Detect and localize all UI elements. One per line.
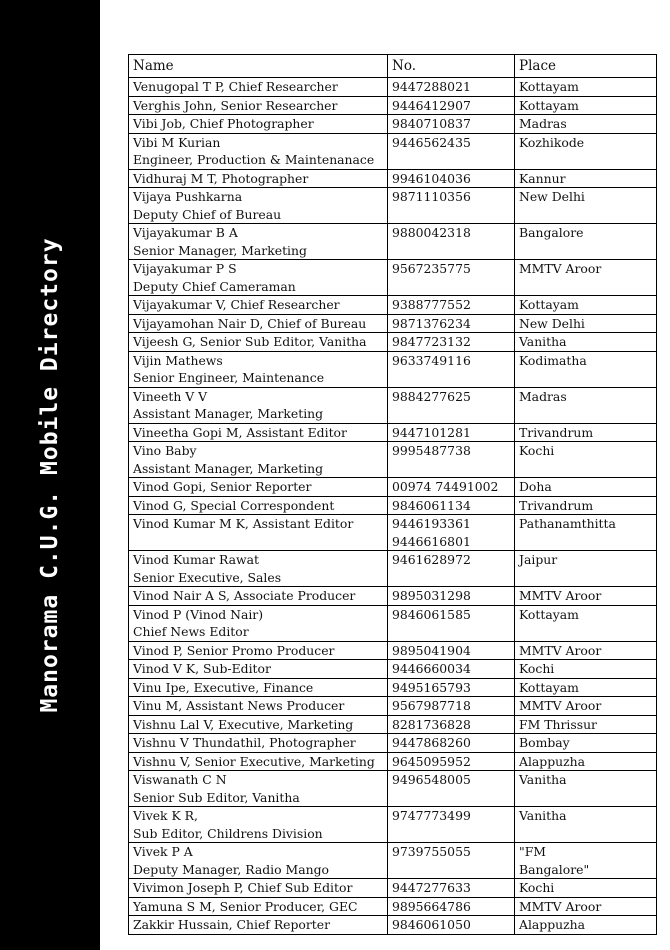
- cell-line: Vinu Ipe, Executive, Finance: [133, 679, 314, 695]
- cell-line: Zakkir Hussain, Chief Reporter: [133, 917, 331, 932]
- cell-name: [129, 333, 388, 352]
- cell-place: [515, 697, 657, 716]
- cell-line: 9880042318: [392, 225, 471, 240]
- cell-name: [129, 734, 388, 753]
- cell-name: [129, 843, 388, 879]
- cell-line: Vinod Kumar M K, Assistant Editor: [133, 516, 354, 531]
- cell-place: [515, 260, 657, 296]
- cell-name: [129, 678, 388, 697]
- cell-line: 9884277625: [392, 388, 471, 404]
- cell-place: [515, 351, 657, 387]
- cell-line: Madras: [519, 388, 567, 404]
- table-row: [129, 260, 657, 296]
- cell-name: [129, 169, 388, 188]
- directory-table: [128, 54, 657, 935]
- table-row: [129, 678, 657, 697]
- table-row: [129, 351, 657, 387]
- cell-line: Senior Manager, Marketing: [133, 242, 307, 258]
- cell-line: Deputy Chief Cameraman: [133, 278, 296, 294]
- cell-name: [129, 387, 388, 423]
- cell-line: Vinu M, Assistant News Producer: [133, 698, 345, 713]
- table-row: [129, 296, 657, 315]
- table-row: [129, 916, 657, 935]
- cell-place: [515, 660, 657, 679]
- cell-line: 9567235775: [392, 261, 471, 276]
- cell-line: Vanitha: [519, 334, 567, 349]
- cell-line: Kottayam: [519, 606, 579, 622]
- table-row: [129, 897, 657, 916]
- table-row: [129, 843, 657, 879]
- cell-line: Vanitha: [519, 808, 567, 823]
- cell-number: [388, 660, 515, 679]
- cell-name: [129, 115, 388, 134]
- cell-number: [388, 333, 515, 352]
- table-row: [129, 879, 657, 898]
- cell-line: 9846061585: [392, 606, 471, 622]
- table-row: [129, 734, 657, 753]
- cell-number: [388, 496, 515, 515]
- cell-line: Vinod Kumar Rawat: [133, 552, 259, 567]
- cell-line: Vishnu Lal V, Executive, Marketing: [133, 716, 354, 732]
- cell-line: 9446660034: [392, 661, 471, 676]
- cell-name: [129, 660, 388, 679]
- cell-line: 9446616801: [392, 533, 471, 549]
- cell-number: [388, 351, 515, 387]
- cell-place: [515, 442, 657, 478]
- cell-line: Vinod Gopi, Senior Reporter: [133, 479, 312, 494]
- cell-number: [388, 188, 515, 224]
- cell-number: [388, 478, 515, 497]
- cell-number: [388, 641, 515, 660]
- cell-number: [388, 423, 515, 442]
- cell-line: 9895041904: [392, 642, 471, 658]
- cell-number: [388, 314, 515, 333]
- table-row: [129, 605, 657, 641]
- cell-name: [129, 78, 388, 97]
- table-row: [129, 96, 657, 115]
- table-row: [129, 387, 657, 423]
- cell-line: Yamuna S M, Senior Producer, GEC: [133, 898, 358, 914]
- cell-place: [515, 333, 657, 352]
- cell-line: 9633749116: [392, 352, 471, 368]
- cell-name: [129, 771, 388, 807]
- cell-line: Vishnu V, Senior Executive, Marketing: [133, 753, 375, 769]
- cell-line: Vivek K R,: [133, 808, 198, 823]
- cell-place: [515, 496, 657, 515]
- cell-name: [129, 260, 388, 296]
- cell-line: 9871376234: [392, 315, 471, 331]
- cell-number: [388, 605, 515, 641]
- cell-line: Kottayam: [519, 679, 579, 695]
- cell-line: Sub Editor, Childrens Division: [133, 825, 323, 841]
- table-row: [129, 496, 657, 515]
- cell-place: [515, 224, 657, 260]
- cell-line: 9446412907: [392, 97, 471, 113]
- cell-line: Kottayam: [519, 297, 579, 312]
- cell-name: [129, 478, 388, 497]
- cell-line: MMTV Aroor: [519, 261, 602, 276]
- cell-name: [129, 314, 388, 333]
- cell-line: 9461628972: [392, 552, 471, 567]
- cell-line: Vijayakumar V, Chief Researcher: [133, 297, 340, 312]
- cell-name: [129, 133, 388, 169]
- cell-place: [515, 96, 657, 115]
- cell-line: Vinod P, Senior Promo Producer: [133, 642, 335, 658]
- cell-line: MMTV Aroor: [519, 898, 602, 914]
- cell-line: Vijeesh G, Senior Sub Editor, Vanitha: [133, 334, 367, 349]
- cell-line: Jaipur: [519, 552, 558, 567]
- cell-number: [388, 916, 515, 935]
- cell-number: [388, 515, 515, 551]
- cell-line: 9447288021: [392, 79, 471, 94]
- cell-line: Alappuzha: [519, 753, 586, 769]
- cell-line: Vinod V K, Sub-Editor: [133, 661, 271, 676]
- table-row: [129, 478, 657, 497]
- cell-line: Vanitha: [519, 772, 567, 787]
- cell-number: [388, 587, 515, 606]
- cell-line: 9747773499: [392, 808, 471, 823]
- cell-line: 9895031298: [392, 588, 471, 603]
- cell-line: 9496548005: [392, 772, 471, 787]
- table-row: [129, 78, 657, 97]
- cell-line: 9567987718: [392, 698, 471, 713]
- directory-title: Manorama C.U.G. Mobile Directory: [37, 237, 63, 713]
- cell-number: [388, 807, 515, 843]
- table-row: [129, 587, 657, 606]
- cell-number: [388, 678, 515, 697]
- table-row: [129, 515, 657, 551]
- table-row: [129, 807, 657, 843]
- cell-line: Vinod P (Vinod Nair): [133, 606, 264, 622]
- column-header-number: No.: [388, 55, 515, 78]
- cell-number: [388, 551, 515, 587]
- cell-line: 8281736828: [392, 716, 471, 732]
- cell-name: [129, 551, 388, 587]
- sidebar-band: [0, 0, 100, 950]
- cell-line: Vijaya Pushkarna: [133, 189, 243, 204]
- cell-name: [129, 641, 388, 660]
- cell-line: New Delhi: [519, 315, 585, 331]
- cell-place: [515, 78, 657, 97]
- cell-line: 9739755055: [392, 844, 471, 859]
- table-row: [129, 133, 657, 169]
- table-row: [129, 660, 657, 679]
- cell-name: [129, 515, 388, 551]
- cell-line: Kannur: [519, 170, 566, 186]
- cell-line: 9446193361: [392, 516, 471, 531]
- table-row: [129, 423, 657, 442]
- cell-name: [129, 188, 388, 224]
- cell-line: Vidhuraj M T, Photographer: [133, 170, 309, 186]
- table-row: [129, 551, 657, 587]
- cell-line: Deputy Chief of Bureau: [133, 206, 282, 222]
- cell-line: Assistant Manager, Marketing: [133, 460, 324, 476]
- cell-line: Pathanamthitta: [519, 516, 616, 531]
- cell-line: Senior Executive, Sales: [133, 569, 282, 585]
- cell-line: Alappuzha: [519, 917, 586, 932]
- cell-line: 00974 74491002: [392, 479, 499, 494]
- cell-name: [129, 351, 388, 387]
- cell-line: FM Thrissur: [519, 716, 597, 732]
- cell-line: Kochi: [519, 443, 555, 458]
- cell-line: 9447277633: [392, 880, 471, 895]
- cell-name: [129, 96, 388, 115]
- cell-line: Vineetha Gopi M, Assistant Editor: [133, 424, 347, 440]
- cell-line: 9846061050: [392, 917, 471, 932]
- cell-line: Kottayam: [519, 97, 579, 113]
- cell-place: [515, 115, 657, 134]
- cell-line: 9495165793: [392, 679, 471, 695]
- cell-name: [129, 715, 388, 734]
- cell-place: [515, 641, 657, 660]
- cell-place: [515, 478, 657, 497]
- cell-place: [515, 678, 657, 697]
- cell-number: [388, 715, 515, 734]
- cell-line: Trivandrum: [519, 497, 594, 513]
- cell-name: [129, 296, 388, 315]
- cell-place: [515, 843, 657, 879]
- cell-line: Senior Sub Editor, Vanitha: [133, 789, 300, 805]
- cell-place: [515, 551, 657, 587]
- cell-line: Kochi: [519, 880, 555, 895]
- cell-place: [515, 169, 657, 188]
- cell-number: [388, 734, 515, 753]
- cell-line: Vibi M Kurian: [133, 134, 221, 150]
- table-row: [129, 188, 657, 224]
- cell-number: [388, 260, 515, 296]
- cell-line: 9946104036: [392, 170, 471, 186]
- cell-line: "FM: [519, 844, 546, 859]
- cell-line: 9447101281: [392, 424, 471, 440]
- cell-line: Vibi Job, Chief Photographer: [133, 116, 314, 131]
- cell-line: Senior Engineer, Maintenance: [133, 370, 325, 385]
- cell-line: 9995487738: [392, 443, 471, 458]
- cell-name: [129, 587, 388, 606]
- cell-line: Chief News Editor: [133, 624, 249, 639]
- cell-name: [129, 752, 388, 771]
- cell-place: [515, 296, 657, 315]
- table-row: [129, 314, 657, 333]
- cell-line: Bangalore": [519, 861, 590, 877]
- cell-line: Kochi: [519, 661, 555, 676]
- cell-place: [515, 423, 657, 442]
- cell-place: [515, 879, 657, 898]
- cell-number: [388, 752, 515, 771]
- cell-number: [388, 897, 515, 916]
- cell-number: [388, 96, 515, 115]
- table-row: [129, 333, 657, 352]
- cell-number: [388, 697, 515, 716]
- cell-number: [388, 224, 515, 260]
- cell-line: Vijayamohan Nair D, Chief of Bureau: [133, 315, 367, 331]
- cell-line: Vijayakumar B A: [133, 225, 238, 240]
- cell-line: Vinod G, Special Correspondent: [133, 497, 335, 513]
- cell-line: Vino Baby: [133, 443, 197, 458]
- cell-line: 9645095952: [392, 753, 471, 769]
- cell-number: [388, 771, 515, 807]
- cell-line: MMTV Aroor: [519, 588, 602, 603]
- cell-name: [129, 496, 388, 515]
- cell-place: [515, 188, 657, 224]
- cell-place: [515, 807, 657, 843]
- cell-name: [129, 697, 388, 716]
- cell-number: [388, 78, 515, 97]
- cell-line: Bangalore: [519, 225, 584, 240]
- cell-name: [129, 879, 388, 898]
- cell-line: Assistant Manager, Marketing: [133, 406, 324, 421]
- cell-line: Vivimon Joseph P, Chief Sub Editor: [133, 880, 353, 895]
- cell-place: [515, 897, 657, 916]
- cell-place: [515, 734, 657, 753]
- cell-line: Vishnu V Thundathil, Photographer: [133, 735, 356, 750]
- cell-line: Kottayam: [519, 79, 579, 94]
- cell-line: Vijayakumar P S: [133, 261, 237, 276]
- cell-place: [515, 133, 657, 169]
- cell-line: 9446562435: [392, 134, 471, 150]
- cell-line: Venugopal T P, Chief Researcher: [133, 79, 338, 94]
- cell-name: [129, 605, 388, 641]
- table-row: [129, 697, 657, 716]
- cell-line: 9447868260: [392, 735, 471, 750]
- cell-place: [515, 715, 657, 734]
- cell-line: Doha: [519, 479, 552, 494]
- cell-name: [129, 897, 388, 916]
- cell-line: 9895664786: [392, 898, 471, 914]
- cell-name: [129, 423, 388, 442]
- cell-line: 9847723132: [392, 334, 471, 349]
- cell-line: Kodimatha: [519, 352, 587, 368]
- cell-line: 9840710837: [392, 116, 471, 131]
- cell-line: Vivek P A: [133, 844, 193, 859]
- cell-line: Vinod Nair A S, Associate Producer: [133, 588, 356, 603]
- cell-number: [388, 169, 515, 188]
- cell-line: Bombay: [519, 735, 570, 750]
- cell-place: [515, 387, 657, 423]
- cell-line: Engineer, Production & Maintenanace: [133, 152, 375, 167]
- header-row: [129, 55, 657, 78]
- cell-line: Deputy Manager, Radio Mango: [133, 861, 329, 877]
- cell-line: Viswanath C N: [133, 772, 227, 787]
- cell-line: Kozhikode: [519, 134, 585, 150]
- table-row: [129, 224, 657, 260]
- table-row: [129, 169, 657, 188]
- cell-name: [129, 807, 388, 843]
- cell-name: [129, 916, 388, 935]
- cell-line: Trivandrum: [519, 424, 594, 440]
- column-header-place: Place: [515, 55, 657, 78]
- cell-line: Vineeth V V: [133, 388, 208, 404]
- cell-number: [388, 879, 515, 898]
- cell-line: MMTV Aroor: [519, 642, 602, 658]
- table-row: [129, 641, 657, 660]
- cell-number: [388, 843, 515, 879]
- cell-number: [388, 442, 515, 478]
- cell-number: [388, 296, 515, 315]
- cell-place: [515, 752, 657, 771]
- cell-place: [515, 587, 657, 606]
- cell-line: MMTV Aroor: [519, 698, 602, 713]
- cell-place: [515, 515, 657, 551]
- table-row: [129, 115, 657, 134]
- cell-line: Vijin Mathews: [133, 352, 223, 368]
- cell-number: [388, 115, 515, 134]
- table-row: [129, 771, 657, 807]
- cell-place: [515, 771, 657, 807]
- cell-number: [388, 133, 515, 169]
- cell-line: Madras: [519, 116, 567, 131]
- cell-name: [129, 442, 388, 478]
- table-row: [129, 715, 657, 734]
- cell-place: [515, 314, 657, 333]
- cell-name: [129, 224, 388, 260]
- cell-number: [388, 387, 515, 423]
- cell-place: [515, 916, 657, 935]
- cell-line: New Delhi: [519, 189, 585, 204]
- table-row: [129, 442, 657, 478]
- cell-line: 9871110356: [392, 189, 471, 204]
- cell-line: 9846061134: [392, 497, 471, 513]
- table-row: [129, 752, 657, 771]
- cell-place: [515, 605, 657, 641]
- column-header-name: Name: [129, 55, 388, 78]
- cell-line: Verghis John, Senior Researcher: [133, 97, 338, 113]
- cell-line: 9388777552: [392, 297, 471, 312]
